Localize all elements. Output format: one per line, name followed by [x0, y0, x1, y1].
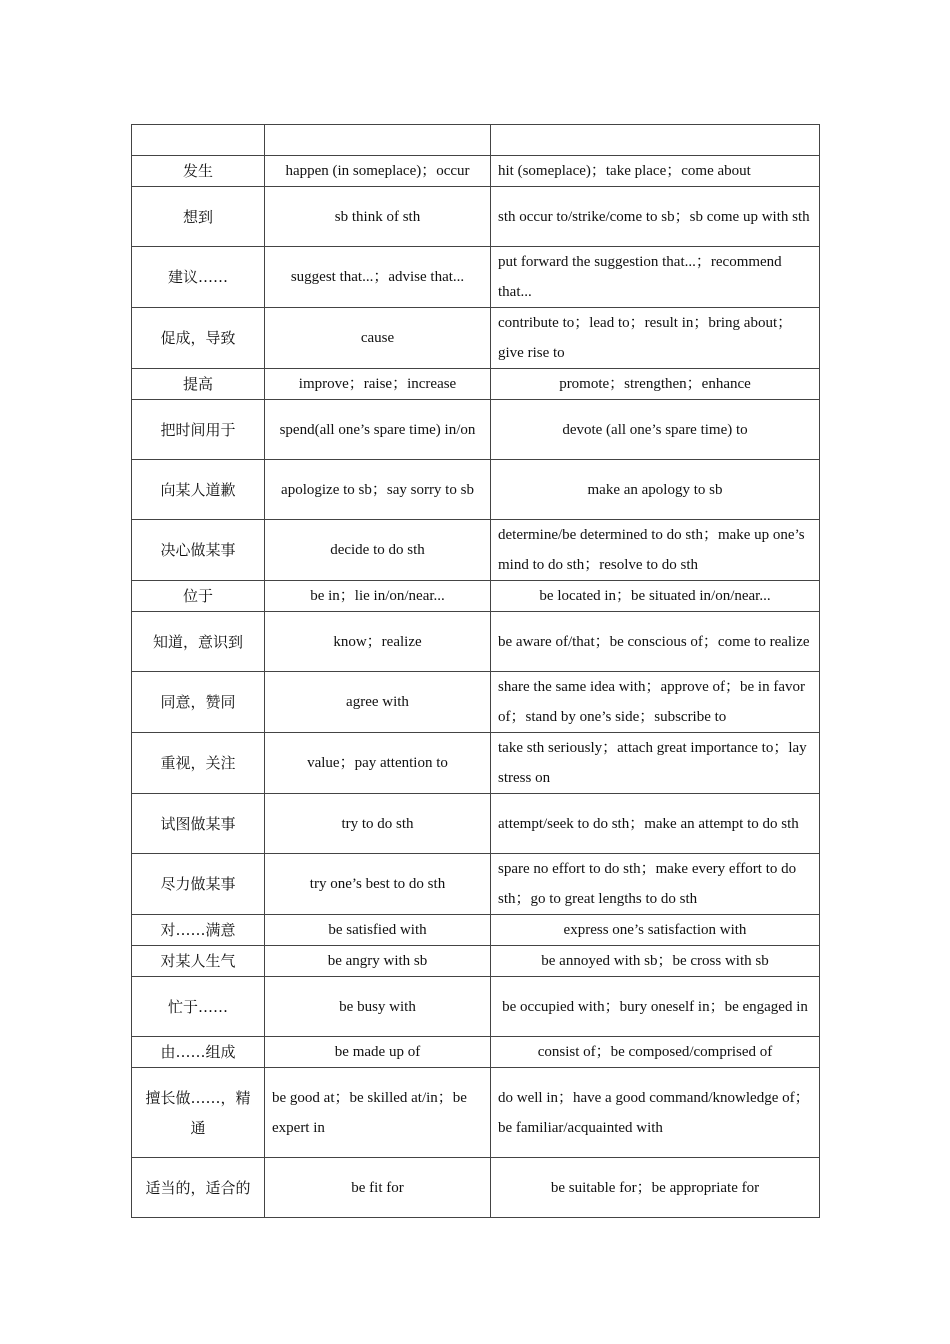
advanced-expression-cell: determine/be determined to do sth；make up one’s mind to do sth；resolve to do sth	[491, 520, 820, 581]
chinese-cell: 提高	[132, 369, 265, 400]
basic-expression-cell: agree with	[265, 672, 491, 733]
advanced-expression-cell: share the same idea with；approve of；be in favor of；stand by one’s side；subscribe to	[491, 672, 820, 733]
table-row	[132, 854, 820, 915]
basic-expression-cell: be made up of	[265, 1037, 491, 1068]
advanced-expression-cell: be located in；be situated in/on/near...	[491, 581, 820, 612]
basic-expression-cell: spend(all one’s spare time) in/on	[265, 400, 491, 460]
advanced-expression-cell: hit (someplace)；take place；come about	[491, 156, 820, 187]
advanced-expression-cell: be suitable for；be appropriate for	[491, 1158, 820, 1218]
advanced-expression-cell: promote；strengthen；enhance	[491, 369, 820, 400]
table-row	[132, 1158, 820, 1218]
chinese-cell: 尽力做某事	[132, 854, 265, 915]
table-row	[132, 915, 820, 946]
advanced-expression-cell: express one’s satisfaction with	[491, 915, 820, 946]
header-cell	[132, 125, 265, 156]
table-row	[132, 977, 820, 1037]
basic-expression-cell: try one’s best to do sth	[265, 854, 491, 915]
header-row	[132, 125, 820, 156]
advanced-expression-cell: make an apology to sb	[491, 460, 820, 520]
table-row	[132, 308, 820, 369]
header-cell	[265, 125, 491, 156]
advanced-expression-cell: contribute to；lead to；result in；bring about；give rise to	[491, 308, 820, 369]
basic-expression-cell: be in；lie in/on/near...	[265, 581, 491, 612]
chinese-cell: 对某人生气	[132, 946, 265, 977]
table-row	[132, 460, 820, 520]
advanced-expression-cell: spare no effort to do sth；make every effort to do sth；go to great lengths to do sth	[491, 854, 820, 915]
basic-expression-cell: happen (in someplace)；occur	[265, 156, 491, 187]
chinese-cell: 知道，意识到	[132, 612, 265, 672]
table-row	[132, 369, 820, 400]
chinese-cell: 重视，关注	[132, 733, 265, 794]
basic-expression-cell: try to do sth	[265, 794, 491, 854]
chinese-cell: 由……组成	[132, 1037, 265, 1068]
chinese-cell: 试图做某事	[132, 794, 265, 854]
basic-expression-cell: apologize to sb；say sorry to sb	[265, 460, 491, 520]
table-row	[132, 247, 820, 308]
chinese-cell: 促成，导致	[132, 308, 265, 369]
table-row	[132, 581, 820, 612]
advanced-expression-cell: devote (all one’s spare time) to	[491, 400, 820, 460]
basic-expression-cell: suggest that...；advise that...	[265, 247, 491, 308]
advanced-expression-cell: put forward the suggestion that...；recommend that...	[491, 247, 820, 308]
basic-expression-cell: value；pay attention to	[265, 733, 491, 794]
advanced-expression-cell: consist of；be composed/comprised of	[491, 1037, 820, 1068]
table-row	[132, 794, 820, 854]
table-row	[132, 672, 820, 733]
table-row	[132, 1068, 820, 1158]
basic-expression-cell: be good at；be skilled at/in；be expert in	[265, 1068, 491, 1158]
basic-expression-cell: improve；raise；increase	[265, 369, 491, 400]
chinese-cell: 决心做某事	[132, 520, 265, 581]
chinese-cell: 把时间用于	[132, 400, 265, 460]
basic-expression-cell: cause	[265, 308, 491, 369]
table-row	[132, 187, 820, 247]
chinese-cell: 建议……	[132, 247, 265, 308]
table-row	[132, 946, 820, 977]
advanced-expression-cell: attempt/seek to do sth；make an attempt to do sth	[491, 794, 820, 854]
chinese-cell: 向某人道歉	[132, 460, 265, 520]
chinese-cell: 位于	[132, 581, 265, 612]
table-row	[132, 1037, 820, 1068]
basic-expression-cell: be angry with sb	[265, 946, 491, 977]
table-row	[132, 156, 820, 187]
chinese-cell: 想到	[132, 187, 265, 247]
chinese-cell: 发生	[132, 156, 265, 187]
basic-expression-cell: know；realize	[265, 612, 491, 672]
table-row	[132, 733, 820, 794]
advanced-expression-cell: take sth seriously；attach great importance to；lay stress on	[491, 733, 820, 794]
basic-expression-cell: be fit for	[265, 1158, 491, 1218]
table-row	[132, 612, 820, 672]
chinese-cell: 同意，赞同	[132, 672, 265, 733]
chinese-cell: 擅长做……，精通	[132, 1068, 265, 1158]
advanced-expression-cell: sth occur to/strike/come to sb；sb come up with sth	[491, 187, 820, 247]
header-cell	[491, 125, 820, 156]
advanced-expression-cell: be aware of/that；be conscious of；come to realize	[491, 612, 820, 672]
basic-expression-cell: be satisfied with	[265, 915, 491, 946]
chinese-cell: 适当的，适合的	[132, 1158, 265, 1218]
basic-expression-cell: sb think of sth	[265, 187, 491, 247]
advanced-expression-cell: be occupied with；bury oneself in；be engaged in	[491, 977, 820, 1037]
advanced-expression-cell: do well in；have a good command/knowledge of；be familiar/acquainted with	[491, 1068, 820, 1158]
advanced-expression-cell: be annoyed with sb；be cross with sb	[491, 946, 820, 977]
chinese-cell: 对……满意	[132, 915, 265, 946]
basic-expression-cell: decide to do sth	[265, 520, 491, 581]
basic-expression-cell: be busy with	[265, 977, 491, 1037]
chinese-cell: 忙于……	[132, 977, 265, 1037]
table-row	[132, 400, 820, 460]
vocabulary-table	[131, 124, 820, 1218]
table-row	[132, 520, 820, 581]
